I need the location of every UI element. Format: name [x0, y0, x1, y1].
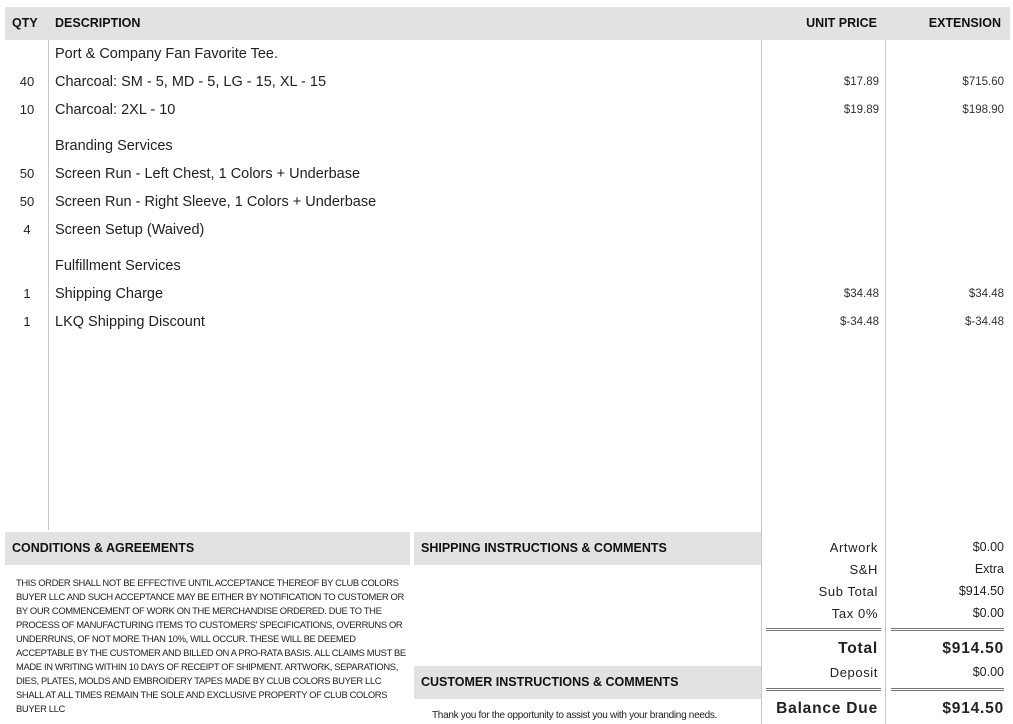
customer-comments: Thank you for the opportunity to assist you with your branding needs. [432, 710, 718, 721]
item-description: Fulfillment Services [55, 258, 181, 274]
total-label: Total [838, 640, 878, 657]
item-description: Charcoal: 2XL - 10 [55, 102, 176, 118]
deposit-label: Deposit [829, 665, 878, 680]
total-divider [891, 628, 1004, 631]
item-qty: 4 [23, 222, 31, 237]
item-extension: $34.48 [968, 288, 1004, 300]
line-item [0, 40, 1013, 68]
line-item [0, 252, 1013, 280]
qty-header: QTY [12, 16, 38, 30]
conditions-text: THIS ORDER SHALL NOT BE EFFECTIVE UNTIL ACCEPTANCE THEREOF BY CLUB COLORS BUYER LLC AND SUCH ACCEPTANCE MAY BE EITHER BY NOTIFICATION TO CUSTOMER OR BY OUR COMMENCEMENT OF WORK ON THE MERCHANDISE ORDERED. DUE TO THE PROCESS OF MANUFACTURING ITEMS TO CUSTOMERS' SPECIFICATIONS, OVERRUNS OR UNDERRUNS, OF NOT MORE THAN 10%, WILL OCCUR. THESE WILL BE DEEMED ACCEPTABLE BY THE CUSTOMER AND BILLED ON A PRO-RATA BASIS. ALL CLAIMS MUST BE MADE IN WRITING WITHIN 10 DAYS OF RECEIPT OF SHIPMENT. ARTWORK, SEPARATIONS, DIES, PLATES, MOLDS AND EMBROIDERY TAPES MADE BY CLUB COLORS BUYER LLC SHALL AT ALL TIMES REMAIN THE SOLE AND EXCLUSIVE PROPERTY OF CLUB COLORS BUYER LLC [16, 577, 406, 714]
balance-divider [766, 688, 881, 691]
item-description: Branding Services [55, 138, 173, 154]
total-divider [766, 628, 881, 631]
total-value: $914.50 [942, 640, 1004, 657]
extension-header: EXTENSION [928, 16, 1001, 30]
balance-value: $914.50 [942, 700, 1004, 717]
subtotal-value: $914.50 [958, 584, 1004, 598]
sh-value: Extra [974, 562, 1004, 576]
item-description: Screen Run - Right Sleeve, 1 Colors + Underbase [55, 194, 377, 210]
item-qty: 40 [19, 74, 35, 89]
tax-value: $0.00 [972, 606, 1004, 620]
line-item [0, 160, 1013, 188]
artwork-value: $0.00 [972, 540, 1004, 554]
tax-label: Tax 0% [831, 606, 878, 621]
item-qty: 1 [23, 286, 31, 301]
item-description: Port & Company Fan Favorite Tee. [55, 46, 278, 62]
shipping-title: SHIPPING INSTRUCTIONS & COMMENTS [421, 541, 667, 555]
item-unit-price: $19.89 [843, 104, 879, 116]
item-unit-price: $34.48 [843, 288, 879, 300]
artwork-label: Artwork [829, 540, 878, 555]
item-description: Charcoal: SM - 5, MD - 5, LG - 15, XL - 15 [55, 74, 327, 90]
subtotal-label: Sub Total [818, 584, 878, 599]
item-extension: $-34.48 [964, 316, 1004, 328]
deposit-value: $0.00 [972, 665, 1004, 679]
line-item [0, 96, 1013, 124]
balance-divider [891, 688, 1004, 691]
item-unit-price: $-34.48 [839, 316, 879, 328]
sh-label: S&H [849, 562, 878, 577]
line-item [0, 188, 1013, 216]
line-item [0, 132, 1013, 160]
table-header [5, 7, 1010, 40]
line-item [0, 280, 1013, 308]
description-header: DESCRIPTION [55, 16, 141, 30]
item-description: LKQ Shipping Discount [55, 314, 205, 330]
customer-header [414, 666, 761, 699]
customer-title: CUSTOMER INSTRUCTIONS & COMMENTS [421, 675, 679, 689]
balance-label: Balance Due [776, 700, 878, 717]
shipping-header [414, 532, 761, 565]
item-description: Shipping Charge [55, 286, 164, 302]
item-qty: 10 [19, 102, 35, 117]
line-item [0, 216, 1013, 244]
item-description: Screen Setup (Waived) [55, 222, 205, 238]
unit-price-header: UNIT PRICE [806, 16, 877, 30]
line-item [0, 308, 1013, 336]
conditions-title: CONDITIONS & AGREEMENTS [12, 541, 195, 555]
item-qty: 50 [19, 194, 35, 209]
item-qty: 50 [19, 166, 35, 181]
item-extension: $198.90 [962, 104, 1004, 116]
item-description: Screen Run - Left Chest, 1 Colors + Underbase [55, 166, 361, 182]
conditions-header [5, 532, 410, 565]
item-extension: $715.60 [962, 76, 1004, 88]
line-item [0, 68, 1013, 96]
item-unit-price: $17.89 [843, 76, 879, 88]
item-qty: 1 [23, 314, 31, 329]
